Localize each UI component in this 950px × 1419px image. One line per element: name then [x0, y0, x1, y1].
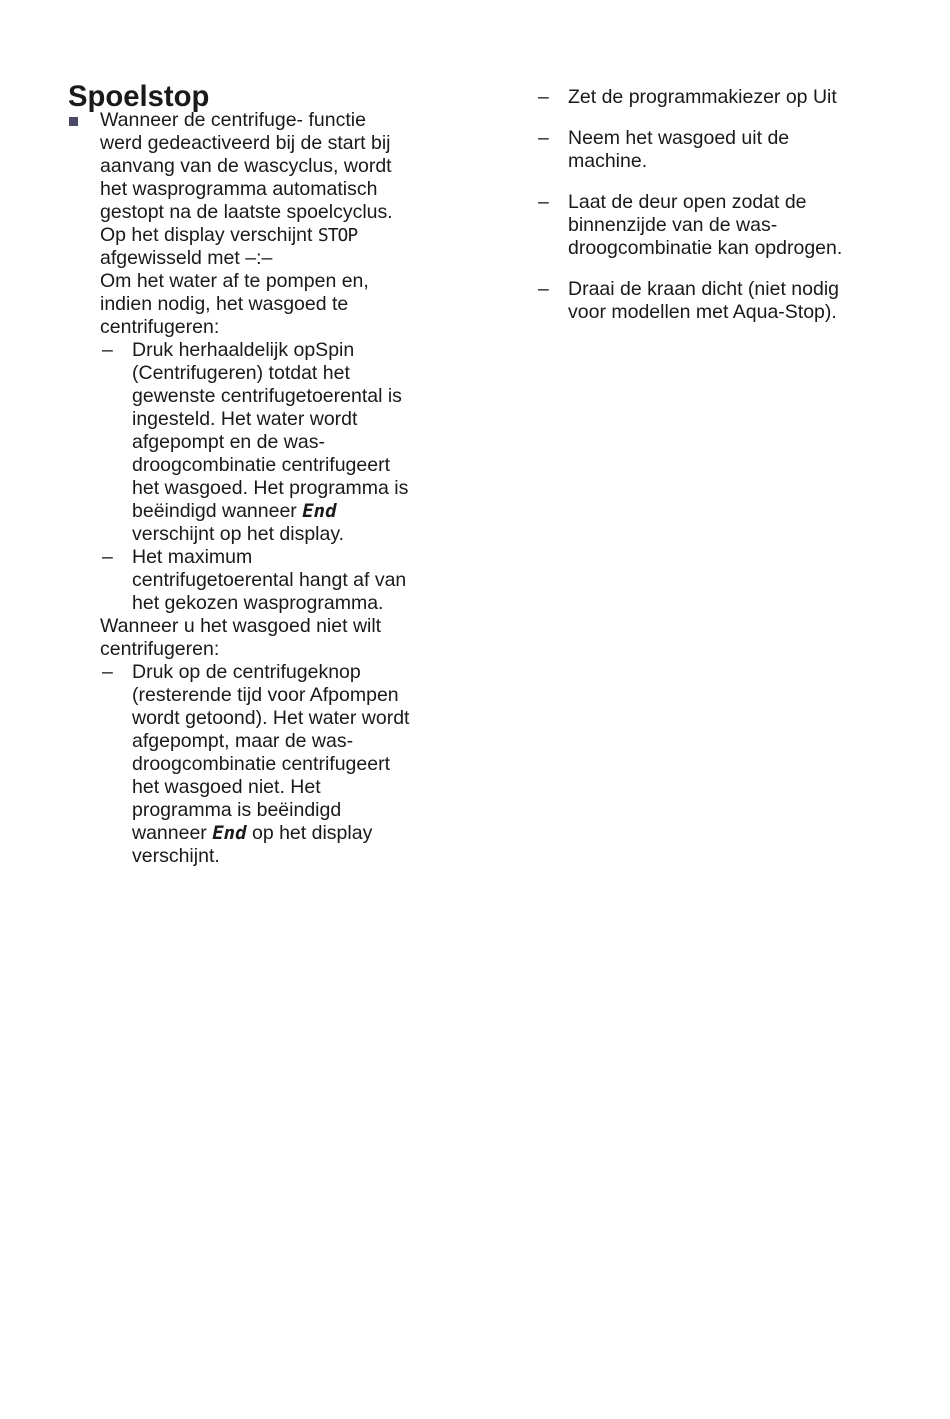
- step-text: Zet de programmakiezer op Uit: [568, 86, 837, 108]
- list-item: [536, 278, 866, 324]
- intro-alternation-text: afgewisseld met –:–: [100, 247, 273, 269]
- dash-marker: –: [102, 339, 113, 361]
- display-end-indicator: End: [212, 822, 247, 844]
- nospin-intro: Wanneer u het wasgoed niet wilt centrifugeren:: [100, 615, 382, 660]
- list-item: [536, 86, 866, 109]
- dash-marker: –: [538, 278, 549, 300]
- dash-marker: –: [538, 86, 549, 108]
- right-column: [536, 86, 866, 342]
- step-text: Laat de deur open zodat de binnenzijde van de was-droogcombinatie kan opdrogen.: [568, 191, 843, 259]
- display-stop-indicator: STOP: [317, 225, 358, 246]
- list-item: [100, 661, 413, 868]
- bullet-item: [68, 109, 413, 868]
- step-text: Neem het wasgoed uit de machine.: [568, 127, 790, 172]
- spin-intro: Om het water af te pompen en, indien nodig, het wasgoed te centrifugeren:: [100, 270, 369, 338]
- spin-steps-list: [100, 339, 413, 615]
- nospin-steps-list: [100, 661, 413, 868]
- display-end-indicator: End: [302, 500, 337, 522]
- intro-text: Wanneer de centrifuge- functie werd gedeactiveerd bij de start bij aanvang van de wascyclus, wordt het wasprogramma automatisch gestopt na de laatste spoelcyclus. Op het display verschijnt: [100, 109, 393, 246]
- square-bullet-icon: [69, 117, 78, 126]
- dash-marker: –: [538, 127, 549, 149]
- step-text: Draai de kraan dicht (niet nodig voor modellen met Aqua-Stop).: [568, 278, 839, 323]
- dash-marker: –: [102, 546, 113, 568]
- list-item: [536, 191, 866, 260]
- shutdown-steps-list: [536, 86, 866, 324]
- step-text: Druk herhaaldelijk opSpin (Centrifugeren) totdat het gewenste centrifugetoerental is ingesteld. Het water wordt afgepompt en de was-droogcombinatie centrifugeert het wasgoed. Het programma is beëindigd wanneer: [132, 339, 409, 522]
- step-text: Het maximum centrifugetoerental hangt af van het gekozen wasprogramma.: [132, 546, 407, 614]
- intro-paragraph: [100, 109, 413, 270]
- list-item: [100, 339, 413, 546]
- list-item: [100, 546, 413, 615]
- step-text: Druk op de centrifugeknop (resterende tijd voor Afpompen wordt getoond). Het water wordt afgepompt, maar de was-droogcombinatie centrifugeert het wasgoed niet. Het programma is beëindigd wanneer: [132, 661, 410, 844]
- section-heading: Spoelstop: [68, 81, 210, 113]
- dash-marker: –: [102, 661, 113, 683]
- list-item: [536, 127, 866, 173]
- left-column: [68, 81, 413, 868]
- dash-marker: –: [538, 191, 549, 213]
- step-text-end: verschijnt op het display.: [132, 523, 345, 545]
- step-text-end: op het display verschijnt.: [132, 822, 373, 867]
